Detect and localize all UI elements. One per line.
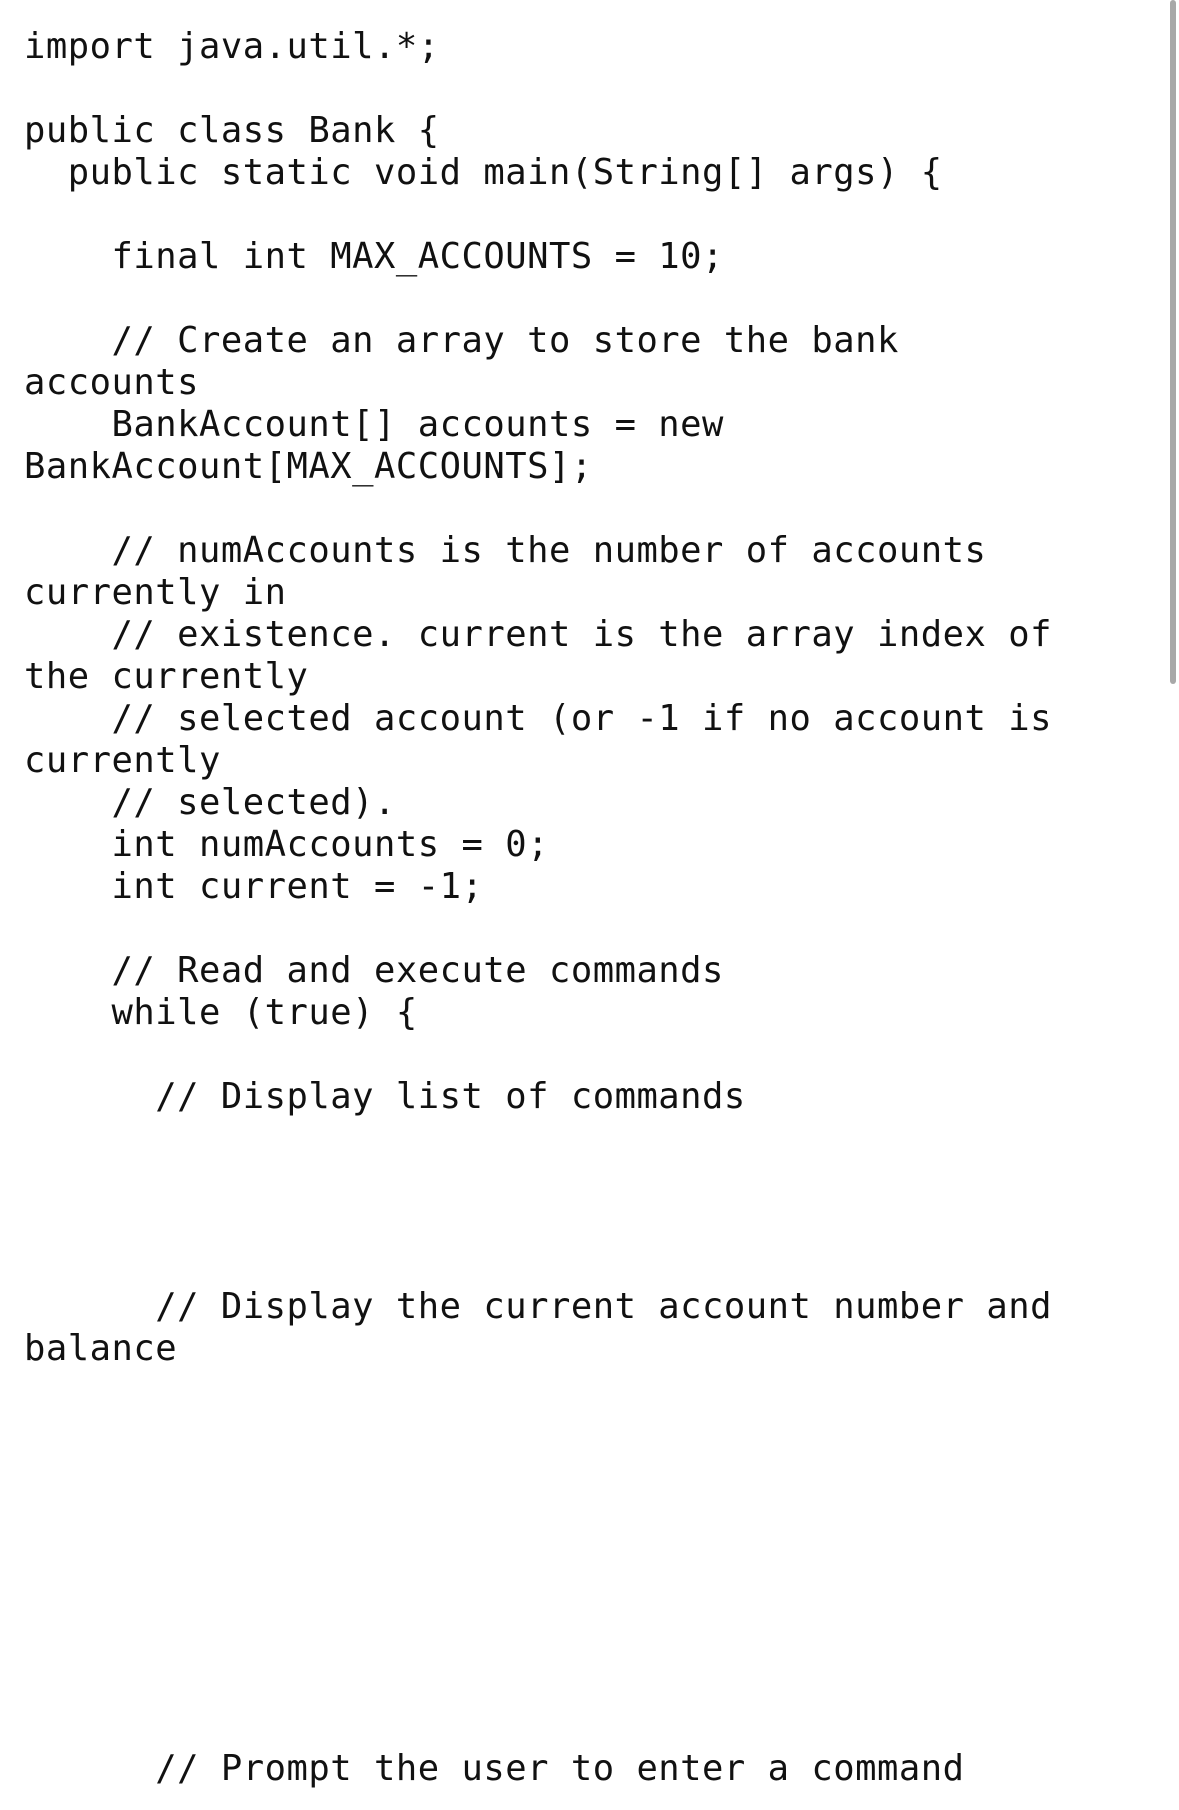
scrollbar-thumb[interactable]: [1170, 0, 1176, 684]
code-line-comment-wrap: currently in: [24, 572, 287, 613]
code-line-comment: // numAccounts is the number of accounts: [24, 530, 987, 571]
code-line-comment: // existence. current is the array index of: [24, 614, 1053, 655]
code-line-main-decl: public static void main(String[] args) {: [24, 152, 943, 193]
code-line-class-decl: public class Bank {: [24, 110, 440, 151]
code-line-while: while (true) {: [24, 992, 418, 1033]
code-line-comment-wrap: currently: [24, 740, 221, 781]
code-line-comment-wrap: the currently: [24, 656, 309, 697]
code-line-accounts-decl: BankAccount[] accounts = new: [24, 404, 724, 445]
code-line-comment: // selected).: [24, 782, 396, 823]
code-line-comment: // Prompt the user to enter a command: [24, 1748, 965, 1789]
code-line-comment-wrap: accounts: [24, 362, 199, 403]
code-line-comment: // selected account (or -1 if no account is: [24, 698, 1053, 739]
code-line-current: int current = -1;: [24, 866, 484, 907]
code-line-comment: // Display the current account number and: [24, 1286, 1053, 1327]
code-line-comment: // Read and execute commands: [24, 950, 724, 991]
code-line-comment-wrap: balance: [24, 1328, 178, 1369]
code-line-accounts-wrap: BankAccount[MAX_ACCOUNTS];: [24, 446, 593, 487]
code-line-comment: // Create an array to store the bank: [24, 320, 899, 361]
code-line-num-accounts: int numAccounts = 0;: [24, 824, 549, 865]
code-line-max-accounts: final int MAX_ACCOUNTS = 10;: [24, 236, 724, 277]
vertical-scrollbar[interactable]: [1165, 0, 1179, 1810]
code-line-import: import java.util.*;: [24, 26, 440, 67]
code-line-comment: // Display list of commands: [24, 1076, 746, 1117]
